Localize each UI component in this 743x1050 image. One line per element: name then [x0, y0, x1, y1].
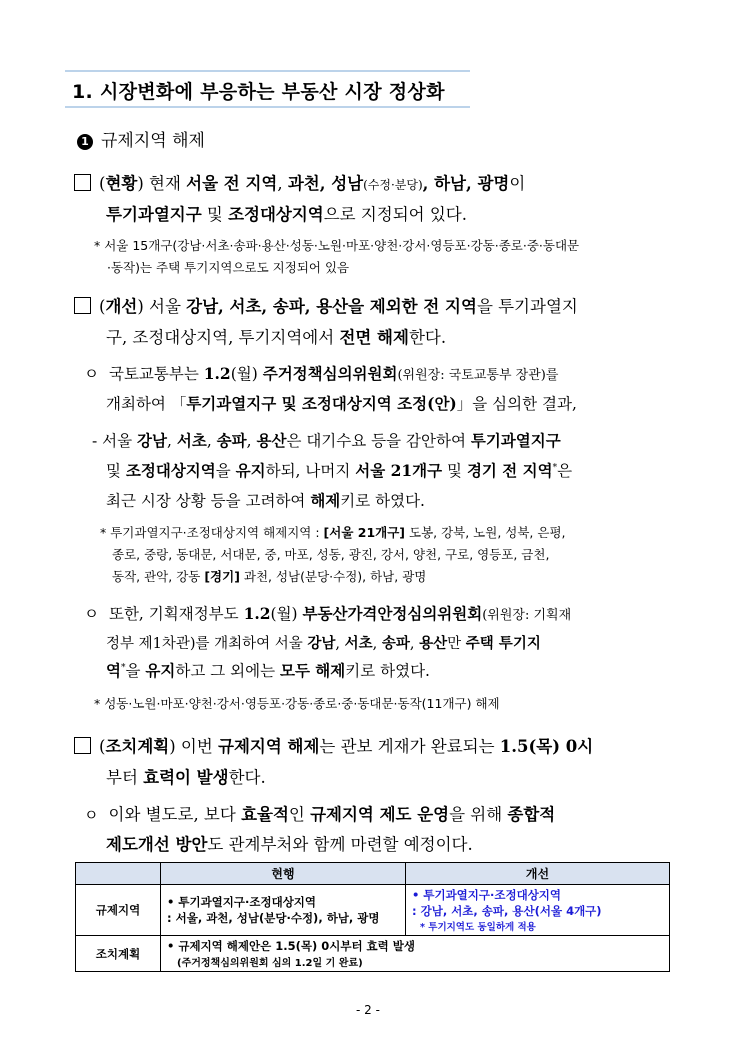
circle-number-icon: 1 [77, 134, 93, 150]
table-header-cell: 개선 [406, 863, 670, 885]
item-moef: ㅇ 또한, 기획재정부도 1.2(월) 부동산가격안정심의위원회(위원장: 기획재 [84, 604, 572, 623]
paragraph-action-plan: (조치계획) 이번 규제지역 해제는 관보 게재가 완료되는 1.5(목) 0시 [74, 733, 593, 757]
section-title: 1. 시장변화에 부응하는 부동산 시장 정상화 [72, 81, 445, 103]
table-cell-current: • 투기과열지구·조정대상지역 : 서울, 과천, 성남(분당·수정), 하남, 광명 [161, 885, 406, 936]
paragraph-improvement: (개선) 서울 강남, 서초, 송파, 용산을 제외한 전 지역을 투기과열지 [74, 293, 578, 317]
label-current: 현황 [105, 174, 138, 193]
square-bullet-icon [74, 737, 91, 754]
paragraph-current: (현황) 현재 서울 전 지역, 과천, 성남(수정·분당), 하남, 광명이 [74, 170, 525, 194]
item-institutional: ㅇ 이와 별도로, 보다 효율적인 규제지역 제도 운영을 위해 종합적 [84, 805, 556, 824]
table-row-label: 조치계획 [76, 936, 161, 972]
paragraph-improvement-line2: 구, 조정대상지역, 투기지역에서 전면 해제한다. [106, 328, 447, 347]
note-seoul-15-line2: ·동작)는 주택 투기지역으로도 지정되어 있음 [107, 260, 350, 275]
section-bottom-rule [65, 106, 470, 108]
label-action-plan: 조치계획 [105, 737, 170, 756]
square-bullet-icon [74, 174, 91, 191]
table-row-label: 규제지역 [76, 885, 161, 936]
item-moef-line3: 역*을 유지하고 그 외에는 모두 해제키로 하였다. [106, 661, 430, 680]
subsection-title [77, 126, 205, 151]
table-header-cell [76, 863, 161, 885]
table-header-row [76, 863, 670, 885]
dash-seoul-gangnam-line3: 최근 시장 상황 등을 고려하여 해제키로 하였다. [106, 491, 425, 510]
paragraph-action-plan-line2: 부터 효력이 발생한다. [106, 768, 266, 787]
item-moef-line2: 정부 제1차관)를 개최하여 서울 강남, 서초, 송파, 용산만 주택 투기지 [106, 635, 541, 652]
table-row [76, 936, 670, 972]
table-row [76, 885, 670, 936]
section-top-rule [65, 70, 470, 72]
note-released-areas: * 투기과열지구·조정대상지역 해제지역 : [서울 21개구] 도봉, 강북, 노원, 성북, 은평, [100, 525, 566, 540]
page-number: - 2 - [356, 1003, 380, 1017]
note-seoul-15: * 서울 15개구(강남·서초·송파·용산·성동·노원·마포·양천·강서·영등포·강동·종로·중·동대문 [94, 238, 580, 253]
subsection-title-text: 규제지역 해제 [101, 131, 205, 151]
square-bullet-icon [74, 297, 91, 314]
label-improvement: 개선 [105, 297, 138, 316]
summary-table [75, 862, 670, 972]
item-molit-line2: 개최하여 「투기과열지구 및 조정대상지역 조정(안)」을 심의한 결과, [106, 394, 577, 413]
dash-seoul-gangnam: - 서울 강남, 서초, 송파, 용산은 대기수요 등을 감안하여 투기과열지구 [92, 431, 561, 450]
note-11-districts: * 성동·노원·마포·양천·강서·영등포·강동·종로·중·동대문·동작(11개구) 해제 [94, 696, 500, 711]
item-molit: ㅇ 국토교통부는 1.2(월) 주거정책심의위원회(위원장: 국토교통부 장관)를 [84, 364, 559, 383]
table-header-cell: 현행 [161, 863, 406, 885]
note-released-areas-line3: 동작, 관악, 강동 [경기] 과천, 성남(분당·수정), 하남, 광명 [112, 569, 427, 584]
note-released-areas-line2: 종로, 중랑, 동대문, 서대문, 중, 마포, 성동, 광진, 강서, 양천, 구로, 영등포, 금천, [112, 547, 550, 562]
table-cell-improved: • 투기과열지구·조정대상지역 : 강남, 서초, 송파, 용산(서울 4개구) * 투기지역도 동일하게 적용 [406, 885, 670, 936]
paragraph-current-line2: 투기과열지구 및 조정대상지역으로 지정되어 있다. [106, 205, 467, 224]
table-cell-action: • 규제지역 해제안은 1.5(목) 0시부터 효력 발생 (주거정책심의위원회 심의 1.2일 기 완료) [161, 936, 670, 972]
dash-seoul-gangnam-line2: 및 조정대상지역을 유지하되, 나머지 서울 21개구 및 경기 전 지역*은 [106, 461, 573, 480]
item-institutional-line2: 제도개선 방안도 관계부처와 함께 마련할 예정이다. [106, 835, 473, 854]
